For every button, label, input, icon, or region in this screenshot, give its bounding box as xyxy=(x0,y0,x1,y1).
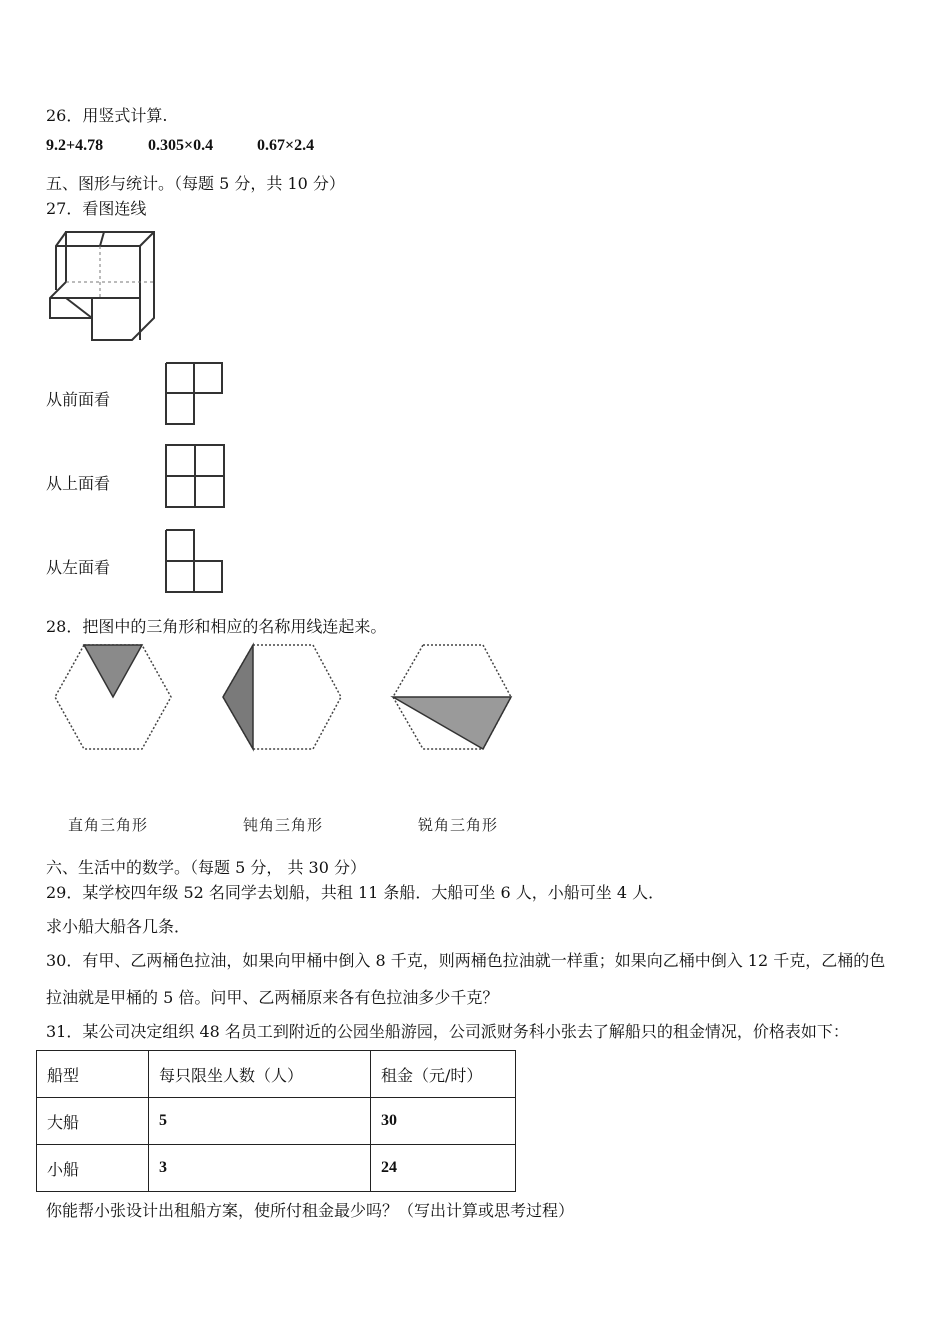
table-cell: 3 xyxy=(149,1145,371,1192)
hexagon-triangle-3 xyxy=(390,642,514,752)
q26-expr-2: 0.305×0.4 xyxy=(148,137,214,154)
q29-line-2: 求小船大船各几条． xyxy=(46,917,191,936)
table-row xyxy=(37,1145,516,1192)
table-cell: 大船 xyxy=(37,1098,149,1145)
table-row xyxy=(37,1098,516,1145)
table-header-cell: 租金（元/时） xyxy=(371,1051,516,1098)
q26-expr-3: 0.67×2.4 xyxy=(257,137,315,154)
q30-line-2: 拉油就是甲桶的 5 倍。问甲、乙两桶原来各有色拉油多少千克？ xyxy=(46,988,499,1007)
hexagon-triangle-1 xyxy=(52,642,174,752)
q28-label-obtuse: 钝角三角形 xyxy=(243,816,324,834)
q26-expr-1: 9.2+4.78 xyxy=(46,137,104,154)
table-header-cell: 每只限坐人数（人） xyxy=(149,1051,371,1098)
q27-view-left-label: 从左面看 xyxy=(46,558,111,577)
cube-stack-figure xyxy=(44,226,162,344)
q28-title: 28．把图中的三角形和相应的名称用线连起来。 xyxy=(46,617,387,636)
hexagon-triangle-2 xyxy=(220,642,344,752)
front-view-figure xyxy=(165,362,225,426)
section6-heading: 六、生活中的数学。（每题 5 分， 共 30 分） xyxy=(46,858,366,877)
q29-line-1: 29．某学校四年级 52 名同学去划船，共租 11 条船．大船可坐 6 人，小船可坐 4 人． xyxy=(46,883,665,902)
table-cell: 5 xyxy=(149,1098,371,1145)
table-cell: 小船 xyxy=(37,1145,149,1192)
q28-label-right: 直角三角形 xyxy=(68,816,149,834)
q26-title: 26．用竖式计算. xyxy=(46,106,168,125)
q31-question: 你能帮小张设计出租船方案，使所付租金最少吗？（写出计算或思考过程） xyxy=(46,1201,575,1220)
left-view-figure xyxy=(165,529,225,595)
section5-heading: 五、图形与统计。（每题 5 分，共 10 分） xyxy=(46,174,345,193)
q27-view-front-label: 从前面看 xyxy=(46,390,111,409)
top-view-figure xyxy=(165,444,227,510)
table-header-cell: 船型 xyxy=(37,1051,149,1098)
q27-view-top-label: 从上面看 xyxy=(46,474,111,493)
q31-line-1: 31．某公司决定组织 48 名员工到附近的公园坐船游园，公司派财务科小张去了解船只的租金情况，价格表如下： xyxy=(46,1022,849,1041)
boat-price-table xyxy=(36,1050,516,1192)
q28-label-acute: 锐角三角形 xyxy=(418,816,499,834)
table-cell: 30 xyxy=(371,1098,516,1145)
q27-title: 27．看图连线 xyxy=(46,199,147,218)
q30-line-1: 30．有甲、乙两桶色拉油，如果向甲桶中倒入 8 千克，则两桶色拉油就一样重；如果向乙桶中倒入 12 千克，乙桶的色 xyxy=(46,951,886,970)
table-cell: 24 xyxy=(371,1145,516,1192)
table-header-row xyxy=(37,1051,516,1098)
